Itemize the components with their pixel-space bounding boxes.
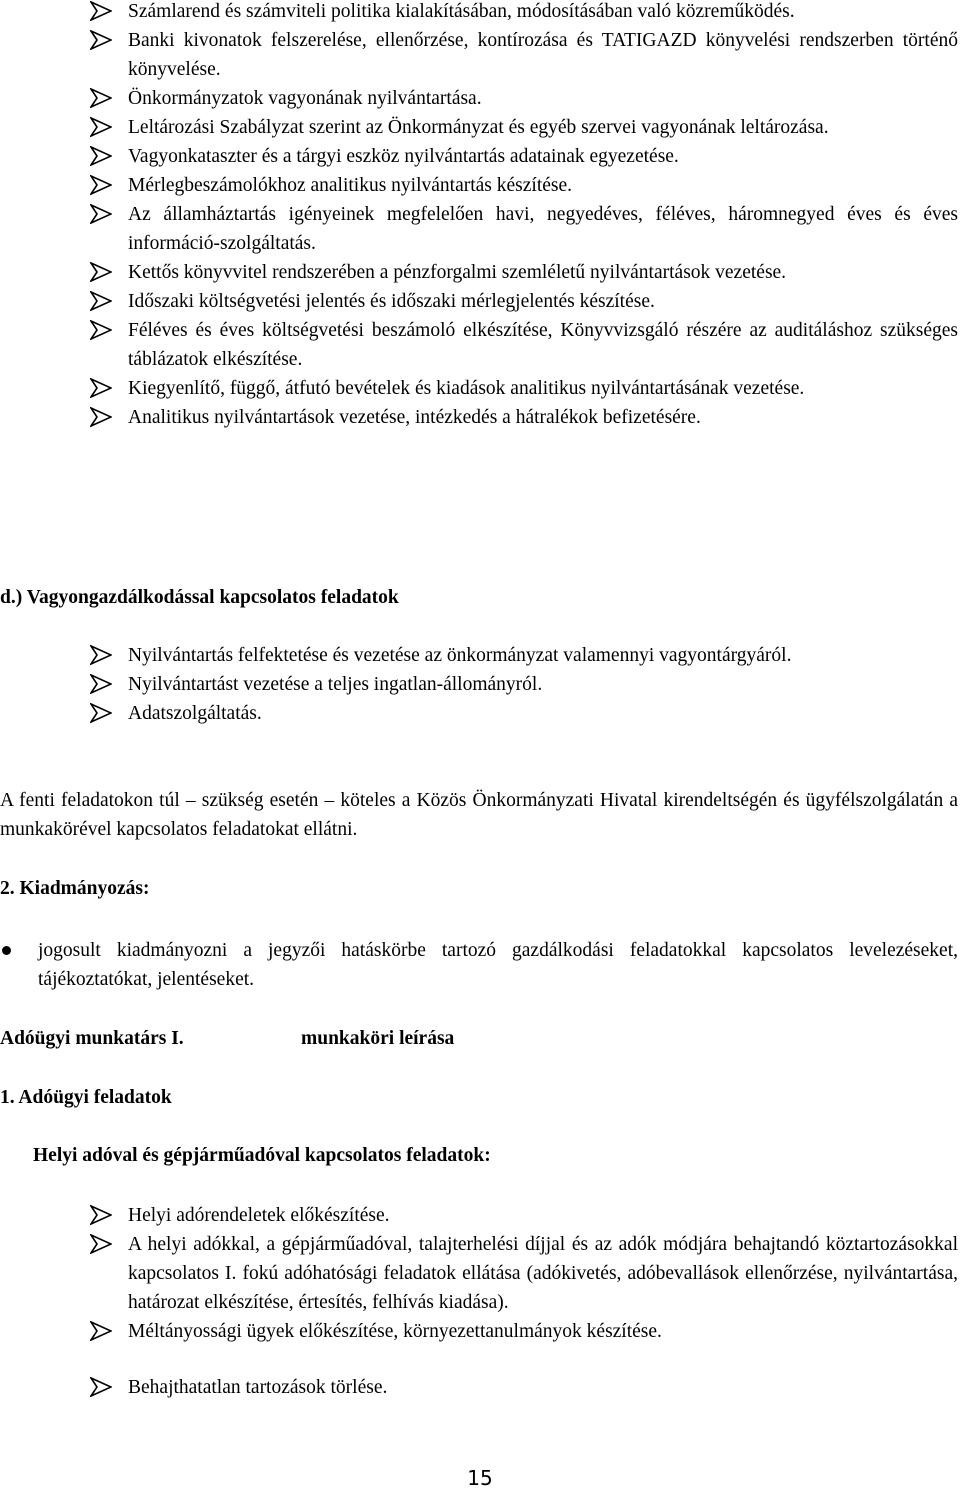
arrow-bullet-icon: [90, 1234, 112, 1254]
arrow-bullet-icon: [90, 645, 112, 665]
list-item: Időszaki költségvetési jelentés és időszaki mérlegjelentés készítése.: [0, 287, 958, 316]
list-item: Analitikus nyilvántartások vezetése, intézkedés a hátralékok befizetésére.: [0, 403, 958, 432]
list-item: A helyi adókkal, a gépjárműadóval, talajterhelési díjjal és az adók módjára behajtandó köztartozásokkal kapcsolatos I. fokú adóhatósági feladatok ellátása (adókivetés, adóbevallások ellenőrzése, nyilvántartása, határozat elkészítése, értesítés, felhívás kiadása).: [0, 1230, 958, 1317]
task-list-tax: [0, 1201, 958, 1402]
arrow-bullet-icon: [90, 703, 112, 723]
list-item: Adatszolgáltatás.: [0, 699, 958, 728]
list-item: Kiegyenlítő, függő, átfutó bevételek és kiadások analitikus nyilvántartásának vezetése.: [0, 374, 958, 403]
arrow-bullet-icon: [90, 146, 112, 166]
arrow-bullet-icon: [90, 88, 112, 108]
arrow-bullet-icon: [90, 1, 112, 21]
task-list-asset-management: [0, 641, 958, 728]
list-item: Leltározási Szabályzat szerint az Önkormányzat és egyéb szervei vagyonának leltározása.: [0, 113, 958, 142]
list-item: Az államháztartás igényeinek megfelelően havi, negyedéves, féléves, háromnegyed éves és éves információ-szolgáltatás.: [0, 200, 958, 258]
arrow-bullet-icon: [90, 30, 112, 50]
list-item: Számlarend és számviteli politika kialakításában, módosításában való közreműködés.: [0, 0, 958, 26]
list-item: Nyilvántartás felfektetése és vezetése az önkormányzat valamennyi vagyontárgyáról.: [0, 641, 958, 670]
list-item: Kettős könyvvitel rendszerében a pénzforgalmi szemléletű nyilvántartások vezetése.: [0, 258, 958, 287]
list-item: Mérlegbeszámolókhoz analitikus nyilvántartás készítése.: [0, 171, 958, 200]
arrow-bullet-icon: [90, 1205, 112, 1225]
arrow-bullet-icon: [90, 1321, 112, 1341]
task-list-accounting: [0, 0, 958, 432]
list-item: Vagyonkataszter és a tárgyi eszköz nyilvántartás adatainak egyezetése.: [0, 142, 958, 171]
section-heading-d: d.) Vagyongazdálkodással kapcsolatos feladatok: [0, 587, 399, 608]
bullet-dot-icon: [2, 946, 11, 955]
list-item: Behajthatatlan tartozások törlése.: [0, 1373, 958, 1402]
arrow-bullet-icon: [90, 291, 112, 311]
section-heading-signing: 2. Kiadmányozás:: [0, 878, 150, 899]
arrow-bullet-icon: [90, 378, 112, 398]
arrow-bullet-icon: [90, 262, 112, 282]
list-item: Banki kivonatok felszerelése, ellenőrzése, kontírozása és TATIGAZD könyvelési rendszerben történő könyvelése.: [0, 26, 958, 84]
arrow-bullet-icon: [90, 320, 112, 340]
paragraph-additional-duties: A fenti feladatokon túl – szükség esetén – köteles a Közös Önkormányzati Hivatal kirendeltségén és ügyfélszolgálatán a munkakörével kapcsolatos feladatokat ellátni.: [0, 790, 958, 840]
list-item: Féléves és éves költségvetési beszámoló elkészítése, Könyvvizsgáló részére az auditáláshoz szükséges táblázatok elkészítése.: [0, 316, 958, 374]
page-number: 15: [467, 1466, 493, 1490]
arrow-bullet-icon: [90, 1377, 112, 1397]
job-title: Adóügyi munkatárs I.: [0, 1028, 184, 1049]
list-item: Méltányossági ügyek előkészítése, környezettanulmányok készítése.: [0, 1317, 958, 1346]
subheading-local-tax: Helyi adóval és gépjárműadóval kapcsolatos feladatok:: [33, 1145, 491, 1166]
arrow-bullet-icon: [90, 175, 112, 195]
arrow-bullet-icon: [90, 674, 112, 694]
signing-rights-item: jogosult kiadmányozni a jegyzői hatáskörbe tartozó gazdálkodási feladatokkal kapcsolatos levelezéseket, tájékoztatókat, jelentéseket.: [0, 936, 958, 994]
arrow-bullet-icon: [90, 117, 112, 137]
arrow-bullet-icon: [90, 204, 112, 224]
list-item: Önkormányzatok vagyonának nyilvántartása.: [0, 84, 958, 113]
section-heading-tax-tasks: 1. Adóügyi feladatok: [0, 1087, 172, 1108]
list-item: Helyi adórendeletek előkészítése.: [0, 1201, 958, 1230]
arrow-bullet-icon: [90, 407, 112, 427]
job-description-label: munkaköri leírása: [301, 1028, 455, 1049]
list-item: Nyilvántartást vezetése a teljes ingatlan-állományról.: [0, 670, 958, 699]
